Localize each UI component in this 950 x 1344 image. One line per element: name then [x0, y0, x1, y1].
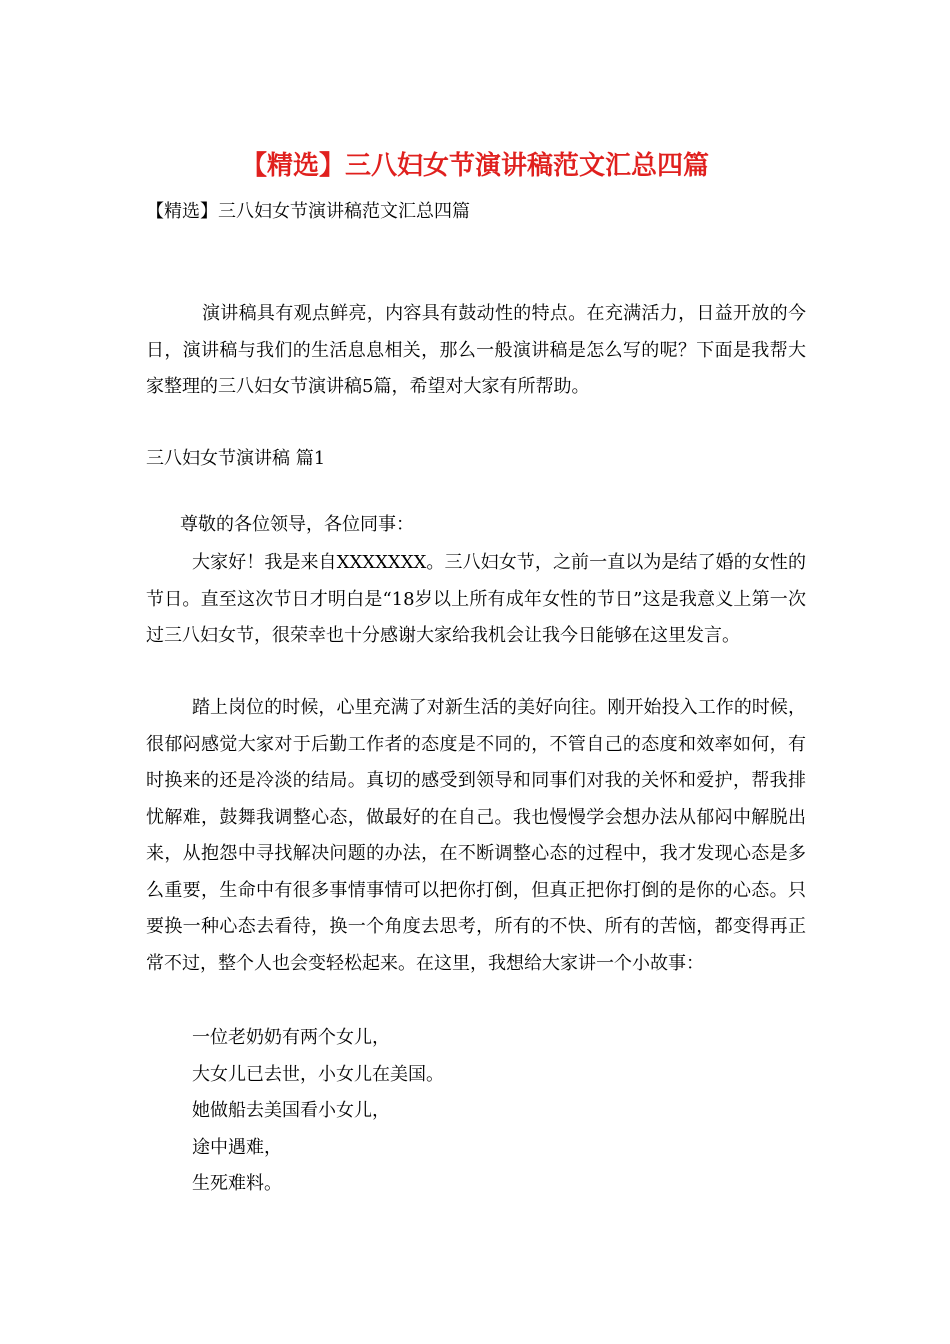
intro-paragraph: 演讲稿具有观点鲜亮，内容具有鼓动性的特点。在充满活力，日益开放的今日，演讲稿与我们的生活息息相关，那么一般演讲稿是怎么写的呢？下面是我帮大家整理的三八妇女节演讲稿5篇，希望对大家有所帮助。: [146, 303, 806, 397]
document-title: 【精选】三八妇女节演讲稿范文汇总四篇: [240, 151, 709, 181]
story-line: 途中遇难，: [192, 1136, 282, 1158]
section-heading: 三八妇女节演讲稿 篇1: [146, 448, 326, 469]
story-line: 生死难料。: [192, 1173, 282, 1194]
body-paragraph-2: 踏上岗位的时候，心里充满了对新生活的美好向往。刚开始投入工作的时候，很郁闷感觉大家对于后勤工作者的态度是不同的，不管自己的态度和效率如何，有时换来的还是冷淡的结局。真切的感受到领导和同事们对我的关怀和爱护，帮我排忧解难，鼓舞我调整心态，做最好的在自己。我也慢慢学会想办法从郁闷中解脱出来，从抱怨中寻找解决问题的办法，在不断调整心态的过程中，我才发现心态是多么重要，生命中有很多事情事情可以把你打倒，但真正把你打倒的是你的心态。只要换一种心态去看待，换一个角度去思考，所有的不快、所有的苦恼，都变得再正常不过，整个人也会变轻松起来。在这里，我想给大家讲一个小故事：: [146, 697, 806, 974]
story-line: 大女儿已去世，小女儿在美国。: [192, 1063, 444, 1085]
story-line: 她做船去美国看小女儿，: [192, 1100, 390, 1121]
body-paragraph-1: 大家好！我是来自XXXXXXX。三八妇女节，之前一直以为是结了婚的女性的节日。直至这次节日才明白是“18岁以上所有成年女性的节日”这是我意义上第一次过三八妇女节，很荣幸也十分感谢大家给我机会让我今日能够在这里发言。: [146, 552, 806, 646]
story-line: 一位老奶奶有两个女儿，: [192, 1027, 390, 1048]
document-subtitle: 【精选】三八妇女节演讲稿范文汇总四篇: [146, 201, 470, 222]
greeting-line: 尊敬的各位领导，各位同事：: [180, 514, 414, 535]
story-lines: [192, 1020, 444, 1203]
